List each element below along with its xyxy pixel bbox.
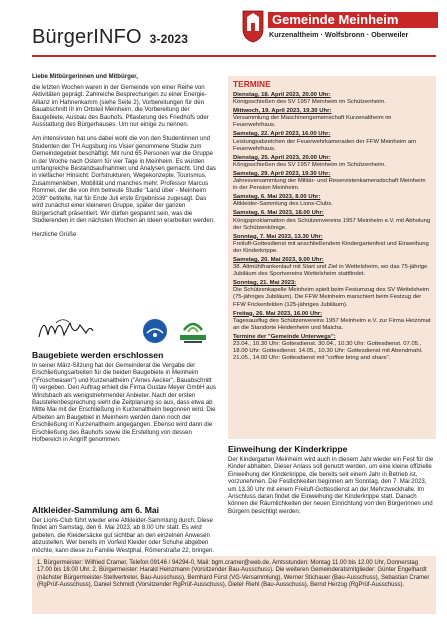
event-date: Freitag, 26. Mai 2023, 16.00 Uhr:: [233, 310, 323, 317]
section-heading-altkleider: Altkleider-Sammlung am 6. Mai: [32, 505, 160, 515]
footer-text: 1. Bürgermeister: Wilfried Cramer, Telefon 09146 / 94294-0, Mail: bgm.cramer@web.de, Amtsstunden: Montag 11.00 bis 12.00 Uhr, Donnerstag 17.00 bis 18.00 Uhr. 2. Bürgermeister: Harald Heinzmann (Vorsitzender Bau-Ausschuss). Die weiteren Gemeinderatsmitglieder: Günter Engelhardt (nächster Bürgermeister-Stellvertreter, Bau-Ausschuss), Bernhard Fürst (VG-Versammlung), Werner Stichauer (Bau-Ausschuss), Sebastian Cramer (RgPrüf-Ausschuss), Daniel Schmidt (Vorsitzender RgPrüf-Ausschuss), Dieter Riehl (Bau-Ausschuss), Bernd Herzog (RgPrüf-Ausschuss).: [37, 560, 430, 588]
intro-text: [32, 84, 217, 246]
section-text-kinderkrippe: Der Kindergarten Meinheim wird auch in diesem Jahr wieder ein Fest für die Kinder abhalten. Dieser Anlass soll genutzt werden, um eine kleine offizielle Einweihung der Kinderkrippe, die bereits seit einem Jahr in Betrieb ist, vorzunehmen. Die Festlichkeiten beginnen am Sonntag, den 7. Mai 2023, um 13.30 Uhr mit einem Freiluft-Gottesdienst an der Mehrzweckhalle. Im Anschluss daran findet die Einweihung der Kinderkrippe statt. Danach können die Räumlichkeiten der neuen Einrichtung von den Bürgerinnen und Bürgern besichtigt werden.: [228, 456, 434, 515]
event-description: Tagesausflug des Schützenvereins 1957 Meinheim e.V. zur Firma Heizomat an die Standorte Heidenheim und Maicha.: [233, 317, 431, 331]
contact-footer: [32, 556, 436, 614]
event-item: [233, 334, 431, 362]
greeting: Liebe Mitbürgerinnen und Mitbürger,: [32, 73, 138, 80]
closing-greeting: Herzliche Grüße: [32, 231, 77, 239]
event-description: Freiluft-Gottesdienst mit anschließendem Kindergartenfest und Einweihung der Kinderkrippe.: [233, 240, 429, 254]
event-item: [233, 171, 431, 192]
event-description: Leistungsabzeichen der Feuerwehrkameraden der FFW Meinheim am Feuerwehrhaus.: [233, 138, 417, 152]
event-description: Königsschießen des SV 1957 Meinheim im Schützenheim.: [233, 161, 386, 168]
intro-paragraph: Am intensivsten hat uns dabei wohl die von den Studentinnen und Studenten der TH Augsburg ins Visier genommene Studie zum Gemeindegebiet beschäftigt. Mit rund 65 Personen war die Gruppe in der Woche nach Ostern für vier Tage in Meinheim. Es wurden umfangreiche Bestandsaufnahmen und Analysen gemacht. Und das in vielfacher Hinsicht: Dorfstrukturen, Wegekonzepte, Tourismus, Zusammenleben, Mobilität und manches mehr. Professor Marcus Rommel, der die von ihm betreute Studie "Land über - Meinheim 2039" betitelte, hat für Ende Juli erste Ergebnisse zugesagt. Das wird zunächst einer kleineren Gruppe, später der ganzen Bürgerschaft präsentiert. Wir dürfen gespannt sein, was die Studierenden in den nächsten Wochen an Ideen erarbeiten werden.: [32, 135, 216, 224]
event-date: Samstag, 29. April 2023, 19.30 Uhr:: [233, 170, 331, 177]
intro-paragraph: die letzten Wochen waren in der Gemeinde von einer Reihe von Aktivitäten geprägt. Zahlreiche Besprechungen zu einer Energie-Allianz im Hahnenkamm (siehe Seite 2), Vorbereitungen für den Bauabschnitt III im Ortsteil Meinheim, die Vorbereitung der Baugebiete, Ausbau des Bauhofs, Pflasterung des Friedhofs oder Ausstattung des Bürgerhauses. Um nur einige zu nennen.: [32, 84, 209, 129]
event-description: 23.04., 10.30 Uhr: Gottesdienst. 30.04., 10.30 Uhr: Gottesdienst. 07.05., 18.00 Uhr: Gottesdienst. 14.05., 10.30 Uhr: Gottesdienst mit Abendmahl. 21.05., 14.00 Uhr: Gottesdienst mit "coffee bring and share".: [233, 341, 423, 362]
event-item: [233, 194, 431, 208]
title-text: BürgerINFO: [32, 26, 142, 48]
issue-number: 3-2023: [149, 32, 189, 46]
event-description: Die Schützenkapelle Meinheim spielt beim Festumzug des SV Wettelsheim (75-jähriges Jubiläum). Die FFW Meinheim marschiert beim Festzug der FFW Frickenfelden (125-jähriges Jubiläum).: [233, 287, 430, 308]
termine-heading: TERMINE: [233, 79, 271, 89]
event-item: [233, 311, 431, 332]
dorf-zukunft-logo: [176, 318, 210, 346]
event-item: [233, 210, 431, 231]
page-title: [32, 26, 188, 49]
event-date: Dienstag, 25. April 2023, 20.00 Uhr:: [233, 154, 331, 161]
event-description: Altkleider-Sammlung des Lions-Clubs.: [233, 201, 333, 208]
event-description: Königsschießen des SV 1957 Meinheim im Schützenheim.: [233, 99, 386, 106]
event-item: [233, 131, 431, 152]
section-text-baugebiete: In seiner März-Sitzung hat der Gemeinderat die Vergabe der Erschließungsarbeiten für die beiden Baugebiete in Meinheim ("Froschwasen") und Kurzenaltheim ("Ames Aecker", Bauabschnitt II) vergeben. Den Auftrag erhielt die Firma Gustav Meyer GmbH aus Windsbach als wenigstnehmender Anbieter. Nach der ersten Baustellenbesprechung sieht die Zeitplanung so aus, dass etwa ab Mitte Mai mit der Erschließung in Kurzenaltheim begonnen wird. Die Arbeiten am Baugebiet in Meinheim werden dann noch der Erschließung in Kurzenaltheim angegangen. Ebenso wird dann die Erschließung des Bauhofs sowie die Erstellung von dessen Hofbereich in Angriff genommen.: [32, 362, 216, 444]
section-text-altkleider: Der Lions-Club führt wieder eine Altkleider-Sammlung durch. Diese findet am Samstag, den 6. Mai 2023, ab 8.00 Uhr statt. Es wird gebeten, die Kleidersäcke gut sichtbar an den einzelnen Anwesen abzustellen. Wer bereits im Vorfeld Kleider oder Schuhe abgeben möchte, kann diese zu Familie Westphal, Römerstraße 22, bringen.: [32, 517, 215, 554]
event-description: 38. Altmühlfrankenlauf mit Start und Ziel in Wettelsheim, wo das 75-jährige Jubiläum des Sportvereins Wettelsheim stattfindet.: [233, 264, 428, 278]
coat-of-arms-icon: [241, 9, 265, 43]
event-item: [233, 108, 431, 129]
event-description: Jahresversammlung der Militär- und Reservistenkameradschaft Meinheim in der Pension Meinheim.: [233, 178, 426, 192]
event-date: Dienstag, 18. April 2023, 20.00 Uhr:: [233, 92, 331, 98]
section-heading-baugebiete: Baugebiete werden erschlossen: [32, 350, 164, 360]
event-date: Samstag, 6. Mai 2023, 18.00 Uhr:: [233, 210, 324, 217]
event-item: [233, 92, 431, 106]
event-item: [233, 280, 431, 308]
event-date: Sonntag, 7. Mai 2023, 13.30 Uhr:: [233, 233, 323, 240]
event-date: Samstag, 6. Mai 2023, 8.00 Uhr:: [233, 194, 321, 201]
event-date: Termine der "Gemeinde Unterwegs":: [233, 333, 336, 340]
signature-image: [36, 311, 96, 345]
event-description: Königsproklamation des Schützenvereins 1957 Meinheim e.V. mit Abholung der Schützenkönige.: [233, 217, 431, 231]
section-heading-kinderkrippe: Einweihung der Kinderkrippe: [228, 444, 348, 454]
event-date: Samstag, 22. April 2023, 16.00 Uhr:: [233, 131, 331, 138]
event-item: [233, 257, 431, 278]
event-date: Samstag, 20. Mai 2023, 9.00 Uhr:: [233, 256, 324, 263]
event-item: [233, 234, 431, 255]
event-date: Mittwoch, 19. April 2023, 19.30 Uhr:: [233, 108, 332, 115]
header-divider: [32, 55, 436, 57]
termine-box: [228, 76, 436, 439]
event-description: Versammlung der Maschinengemeinschaft Kurzenaltheim im Feuerwehrhaus.: [233, 115, 392, 129]
municipality-banner: Gemeinde Meinheim: [268, 12, 438, 28]
districts-line: Kurzenaltheim · Wolfsbronn · Oberweiler: [269, 30, 409, 39]
event-item: [233, 155, 431, 169]
event-date: Sonntag, 21. Mai 2023:: [233, 280, 297, 287]
event-list: [233, 92, 431, 362]
isek-logo: [142, 318, 168, 344]
